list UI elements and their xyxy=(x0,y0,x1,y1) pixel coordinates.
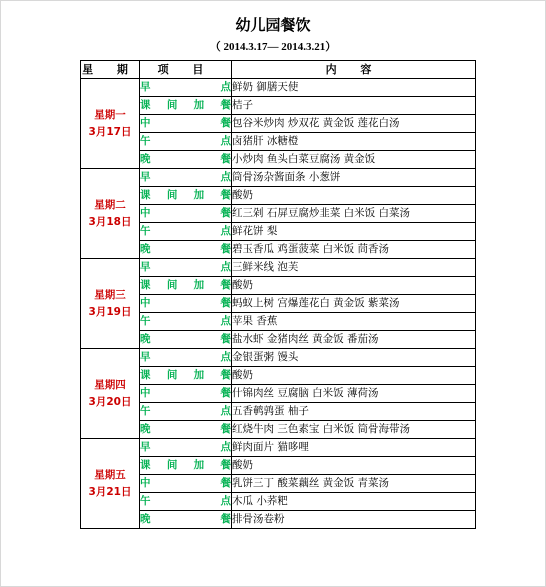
meal-label-text: 早点 xyxy=(140,81,231,93)
meal-content: 酸奶 xyxy=(232,187,476,205)
meal-label-text: 早点 xyxy=(140,171,231,183)
meal-label-text: 晚餐 xyxy=(140,333,231,345)
meal-label-text: 课间加餐 xyxy=(140,189,231,201)
meal-label-text: 中餐 xyxy=(140,297,231,309)
table-row xyxy=(81,277,476,295)
meal-content: 酸奶 xyxy=(232,277,476,295)
meal-content: 鲜花饼 梨 xyxy=(232,223,476,241)
meal-content: 盐水虾 金猪肉丝 黄金饭 番茄汤 xyxy=(232,331,476,349)
meal-label-text: 午点 xyxy=(140,315,231,327)
table-row xyxy=(81,385,476,403)
table-row xyxy=(81,349,476,367)
day-name: 星期二 xyxy=(94,198,126,211)
meal-label xyxy=(140,367,232,385)
meal-label xyxy=(140,169,232,187)
header-content: 内 容 xyxy=(232,61,476,79)
table-row xyxy=(81,169,476,187)
meal-label-text: 课间加餐 xyxy=(140,369,231,381)
meal-label xyxy=(140,403,232,421)
table-row xyxy=(81,97,476,115)
meal-content: 鲜奶 御膳天使 xyxy=(232,79,476,97)
meal-label xyxy=(140,79,232,97)
meal-label-text: 早点 xyxy=(140,351,231,363)
day-name: 星期一 xyxy=(94,108,126,121)
meal-content: 鲜肉面片 猫哆哩 xyxy=(232,439,476,457)
meal-label-text: 晚餐 xyxy=(140,423,231,435)
meal-label xyxy=(140,97,232,115)
meal-label-text: 晚餐 xyxy=(140,513,231,525)
meal-label xyxy=(140,457,232,475)
meal-label xyxy=(140,421,232,439)
table-row xyxy=(81,421,476,439)
day-cell xyxy=(81,439,140,529)
meal-label-text: 午点 xyxy=(140,405,231,417)
meal-content: 红三剁 石屏豆腐炒韭菜 白米饭 白菜汤 xyxy=(232,205,476,223)
day-name: 星期四 xyxy=(94,378,126,391)
meal-label xyxy=(140,475,232,493)
meal-content: 金银蛋粥 馒头 xyxy=(232,349,476,367)
table-row xyxy=(81,367,476,385)
meal-label xyxy=(140,223,232,241)
meal-label-text: 课间加餐 xyxy=(140,459,231,471)
page-title: 幼儿园餐饮 xyxy=(235,16,311,34)
meal-label xyxy=(140,385,232,403)
meal-content: 什锦肉丝 豆腐脑 白米饭 薄荷汤 xyxy=(232,385,476,403)
meal-label-text: 早点 xyxy=(140,441,231,453)
meal-label-text: 晚餐 xyxy=(140,153,231,165)
meal-content: 三鲜米线 泡芙 xyxy=(232,259,476,277)
table-row xyxy=(81,223,476,241)
table-row xyxy=(81,133,476,151)
day-cell xyxy=(81,79,140,169)
day-date: 3月17日 xyxy=(88,125,132,138)
day-cell xyxy=(81,169,140,259)
meal-label xyxy=(140,313,232,331)
meal-label xyxy=(140,349,232,367)
meal-content: 酸奶 xyxy=(232,457,476,475)
meal-label xyxy=(140,241,232,259)
day-date: 3月18日 xyxy=(88,215,132,228)
meal-content: 碧玉香瓜 鸡蛋菠菜 白米饭 茼香汤 xyxy=(232,241,476,259)
day-cell xyxy=(81,349,140,439)
meal-label-text: 中餐 xyxy=(140,477,231,489)
meal-label-text: 早点 xyxy=(140,261,231,273)
table-row xyxy=(81,205,476,223)
table-row xyxy=(81,79,476,97)
meal-content: 乳饼三丁 酸菜藕丝 黄金饭 青菜汤 xyxy=(232,475,476,493)
table-row xyxy=(81,295,476,313)
day-date: 3月21日 xyxy=(88,485,132,498)
meal-content: 筒骨汤杂酱面条 小葱饼 xyxy=(232,169,476,187)
meal-label xyxy=(140,259,232,277)
meal-label xyxy=(140,511,232,529)
table-row xyxy=(81,457,476,475)
meal-content: 五香鹌鹑蛋 柚子 xyxy=(232,403,476,421)
header-row xyxy=(81,61,476,79)
table-row xyxy=(81,241,476,259)
meal-label xyxy=(140,205,232,223)
menu-body xyxy=(81,79,476,529)
meal-label-text: 午点 xyxy=(140,225,231,237)
table-row xyxy=(81,313,476,331)
table-row xyxy=(81,511,476,529)
menu-table xyxy=(80,60,476,529)
table-row xyxy=(81,493,476,511)
table-row xyxy=(81,259,476,277)
meal-label xyxy=(140,439,232,457)
meal-label xyxy=(140,295,232,313)
meal-label-text: 中餐 xyxy=(140,387,231,399)
date-range-subtitle: （ 2014.3.17— 2014.3.21） xyxy=(209,41,337,53)
table-row xyxy=(81,403,476,421)
table-row xyxy=(81,475,476,493)
meal-label xyxy=(140,187,232,205)
meal-label-text: 课间加餐 xyxy=(140,99,231,111)
day-cell xyxy=(81,259,140,349)
day-date: 3月19日 xyxy=(88,305,132,318)
meal-label xyxy=(140,151,232,169)
meal-label-text: 课间加餐 xyxy=(140,279,231,291)
meal-label-text: 中餐 xyxy=(140,207,231,219)
table-row xyxy=(81,151,476,169)
header-meal: 项 目 xyxy=(140,61,232,79)
meal-content: 蚂蚁上树 宫爆莲花白 黄金饭 紫菜汤 xyxy=(232,295,476,313)
meal-label xyxy=(140,133,232,151)
table-row xyxy=(81,187,476,205)
table-row xyxy=(81,331,476,349)
meal-content: 酸奶 xyxy=(232,367,476,385)
meal-label xyxy=(140,115,232,133)
day-name: 星期三 xyxy=(94,288,126,301)
meal-label xyxy=(140,331,232,349)
meal-label xyxy=(140,493,232,511)
meal-label-text: 午点 xyxy=(140,135,231,147)
table-row xyxy=(81,439,476,457)
meal-content: 桔子 xyxy=(232,97,476,115)
day-date: 3月20日 xyxy=(88,395,132,408)
meal-label xyxy=(140,277,232,295)
meal-label-text: 午点 xyxy=(140,495,231,507)
day-name: 星期五 xyxy=(94,468,126,481)
meal-content: 木瓜 小荞粑 xyxy=(232,493,476,511)
meal-content: 卤猪肝 冰糖橙 xyxy=(232,133,476,151)
header-day: 星 期 xyxy=(81,61,140,79)
meal-label-text: 中餐 xyxy=(140,117,231,129)
meal-content: 苹果 香蕉 xyxy=(232,313,476,331)
meal-content: 包谷米炒肉 炒双花 黄金饭 莲花白汤 xyxy=(232,115,476,133)
meal-content: 排骨汤卷粉 xyxy=(232,511,476,529)
meal-label-text: 晚餐 xyxy=(140,243,231,255)
table-row xyxy=(81,115,476,133)
meal-content: 红烧牛肉 三色素宝 白米饭 筒骨海带汤 xyxy=(232,421,476,439)
meal-content: 小炒肉 鱼头白菜豆腐汤 黄金饭 xyxy=(232,151,476,169)
